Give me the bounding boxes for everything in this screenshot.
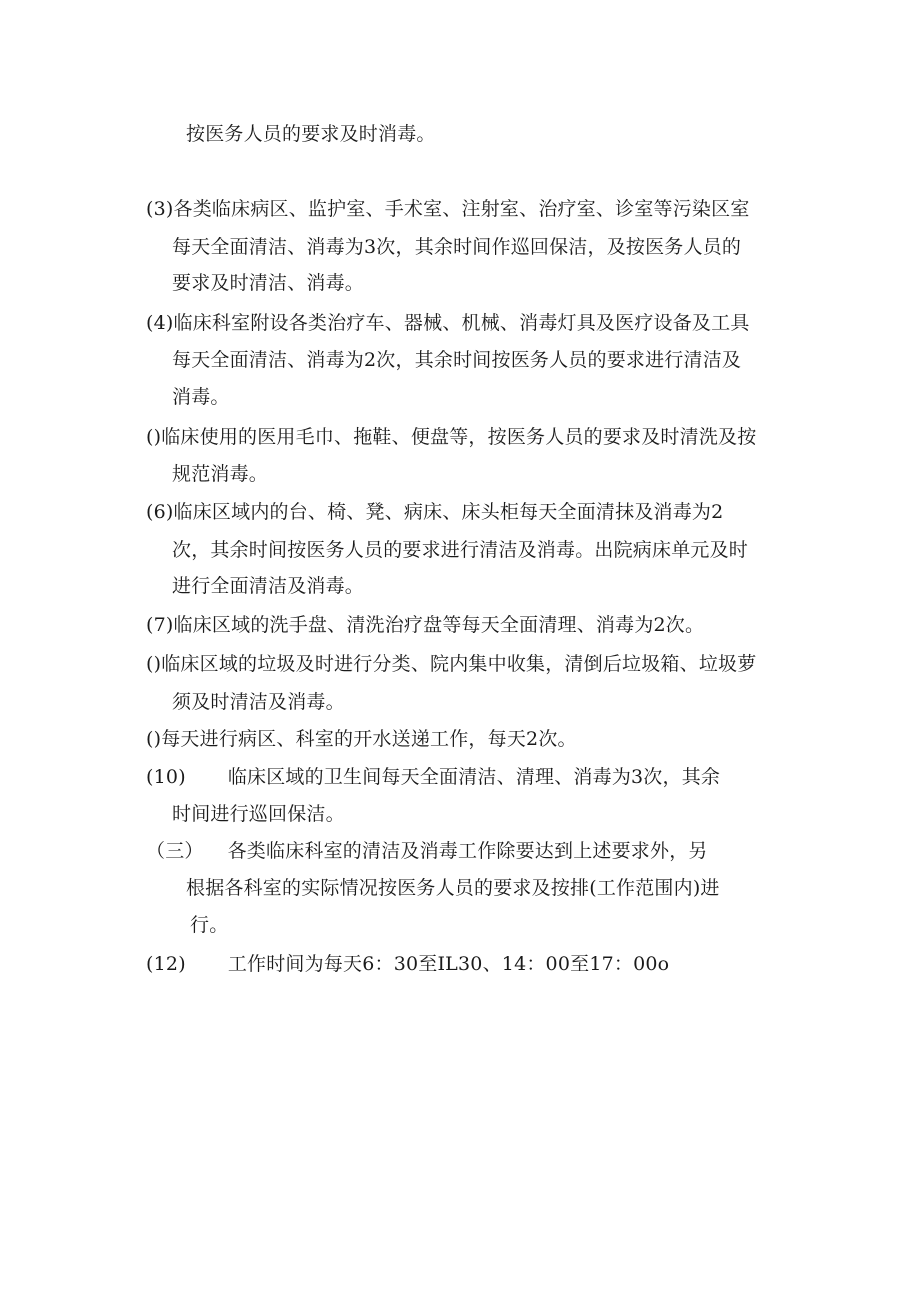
item-text: 每天进行病区、科室的开水送递工作，每天2次。: [161, 728, 577, 750]
list-item-3-line-1: [146, 196, 750, 222]
list-item-6-line-2: 次，其余时间按医务人员的要求进行清洁及消毒。出院病床单元及时: [172, 539, 749, 561]
item-text: 各类临床病区、监护室、手术室、注射室、治疗室、诊室等污染区室: [173, 198, 750, 220]
list-item-7-line-1: [146, 612, 704, 638]
paragraph-continuation: 按医务人员的要求及时消毒。: [186, 123, 436, 145]
item-marker: （三）: [146, 840, 204, 862]
item-marker: (3): [146, 198, 174, 220]
list-item-8-line-1: [146, 651, 756, 677]
item-text: 各类临床科室的清洁及消毒工作除要达到上述要求外，另: [227, 840, 708, 862]
item-text: 临床区域内的台、椅、凳、病床、床头柜每天全面清抹及消毒为2: [173, 501, 724, 523]
list-item-11-line-3: 行。: [190, 914, 229, 936]
list-item-3-line-2: 每天全面清洁、消毒为3次，其余时间作巡回保洁，及按医务人员的: [172, 236, 742, 258]
item-text: 临床科室附设各类治疗车、器械、机械、消毒灯具及医疗设备及工具: [173, 312, 750, 334]
item-text: 工作时间为每天6：30至IL30、14：00至17：00o: [227, 953, 670, 975]
list-item-11-line-2: 根据各科室的实际情况按医务人员的要求及按排(工作范围内)进: [186, 877, 720, 899]
list-item-5-line-2: 规范消毒。: [172, 463, 269, 485]
item-marker: (): [146, 653, 162, 675]
list-item-6-line-3: 进行全面清洁及消毒。: [172, 575, 365, 597]
item-marker: (7): [146, 614, 174, 636]
item-text: 临床区域的洗手盘、清洗治疗盘等每天全面清理、消毒为2次。: [173, 614, 705, 636]
list-item-4-line-2: 每天全面清洁、消毒为2次，其余时间按医务人员的要求进行清洁及: [172, 349, 742, 371]
item-text: 临床区域的垃圾及时进行分类、院内集中收集，清倒后垃圾箱、垃圾萝: [161, 653, 757, 675]
item-marker: (4): [146, 312, 174, 334]
list-item-3-line-3: 要求及时清洁、消毒。: [172, 272, 365, 294]
list-item-4-line-1: [146, 310, 750, 336]
list-item-5-line-1: [146, 424, 756, 450]
list-item-6-line-1: [146, 499, 723, 525]
list-item-9-line-1: [146, 726, 577, 752]
item-marker: (): [146, 728, 162, 750]
list-item-8-line-2: 须及时清洁及消毒。: [172, 691, 345, 713]
list-item-12-line-1: [146, 951, 669, 977]
list-item-4-line-3: 消毒。: [172, 386, 230, 408]
item-marker: (6): [146, 501, 174, 523]
list-item-10-line-2: 时间进行巡回保洁。: [172, 803, 345, 825]
item-marker: (): [146, 426, 162, 448]
item-marker: (12): [146, 953, 186, 975]
item-text: 临床使用的医用毛巾、拖鞋、便盘等，按医务人员的要求及时清洗及按: [161, 426, 757, 448]
item-marker: (10): [146, 766, 186, 788]
list-item-10-line-1: [146, 764, 720, 790]
item-text: 临床区域的卫生间每天全面清洁、清理、消毒为3次，其余: [227, 766, 721, 788]
list-item-11-line-1: [146, 838, 708, 864]
